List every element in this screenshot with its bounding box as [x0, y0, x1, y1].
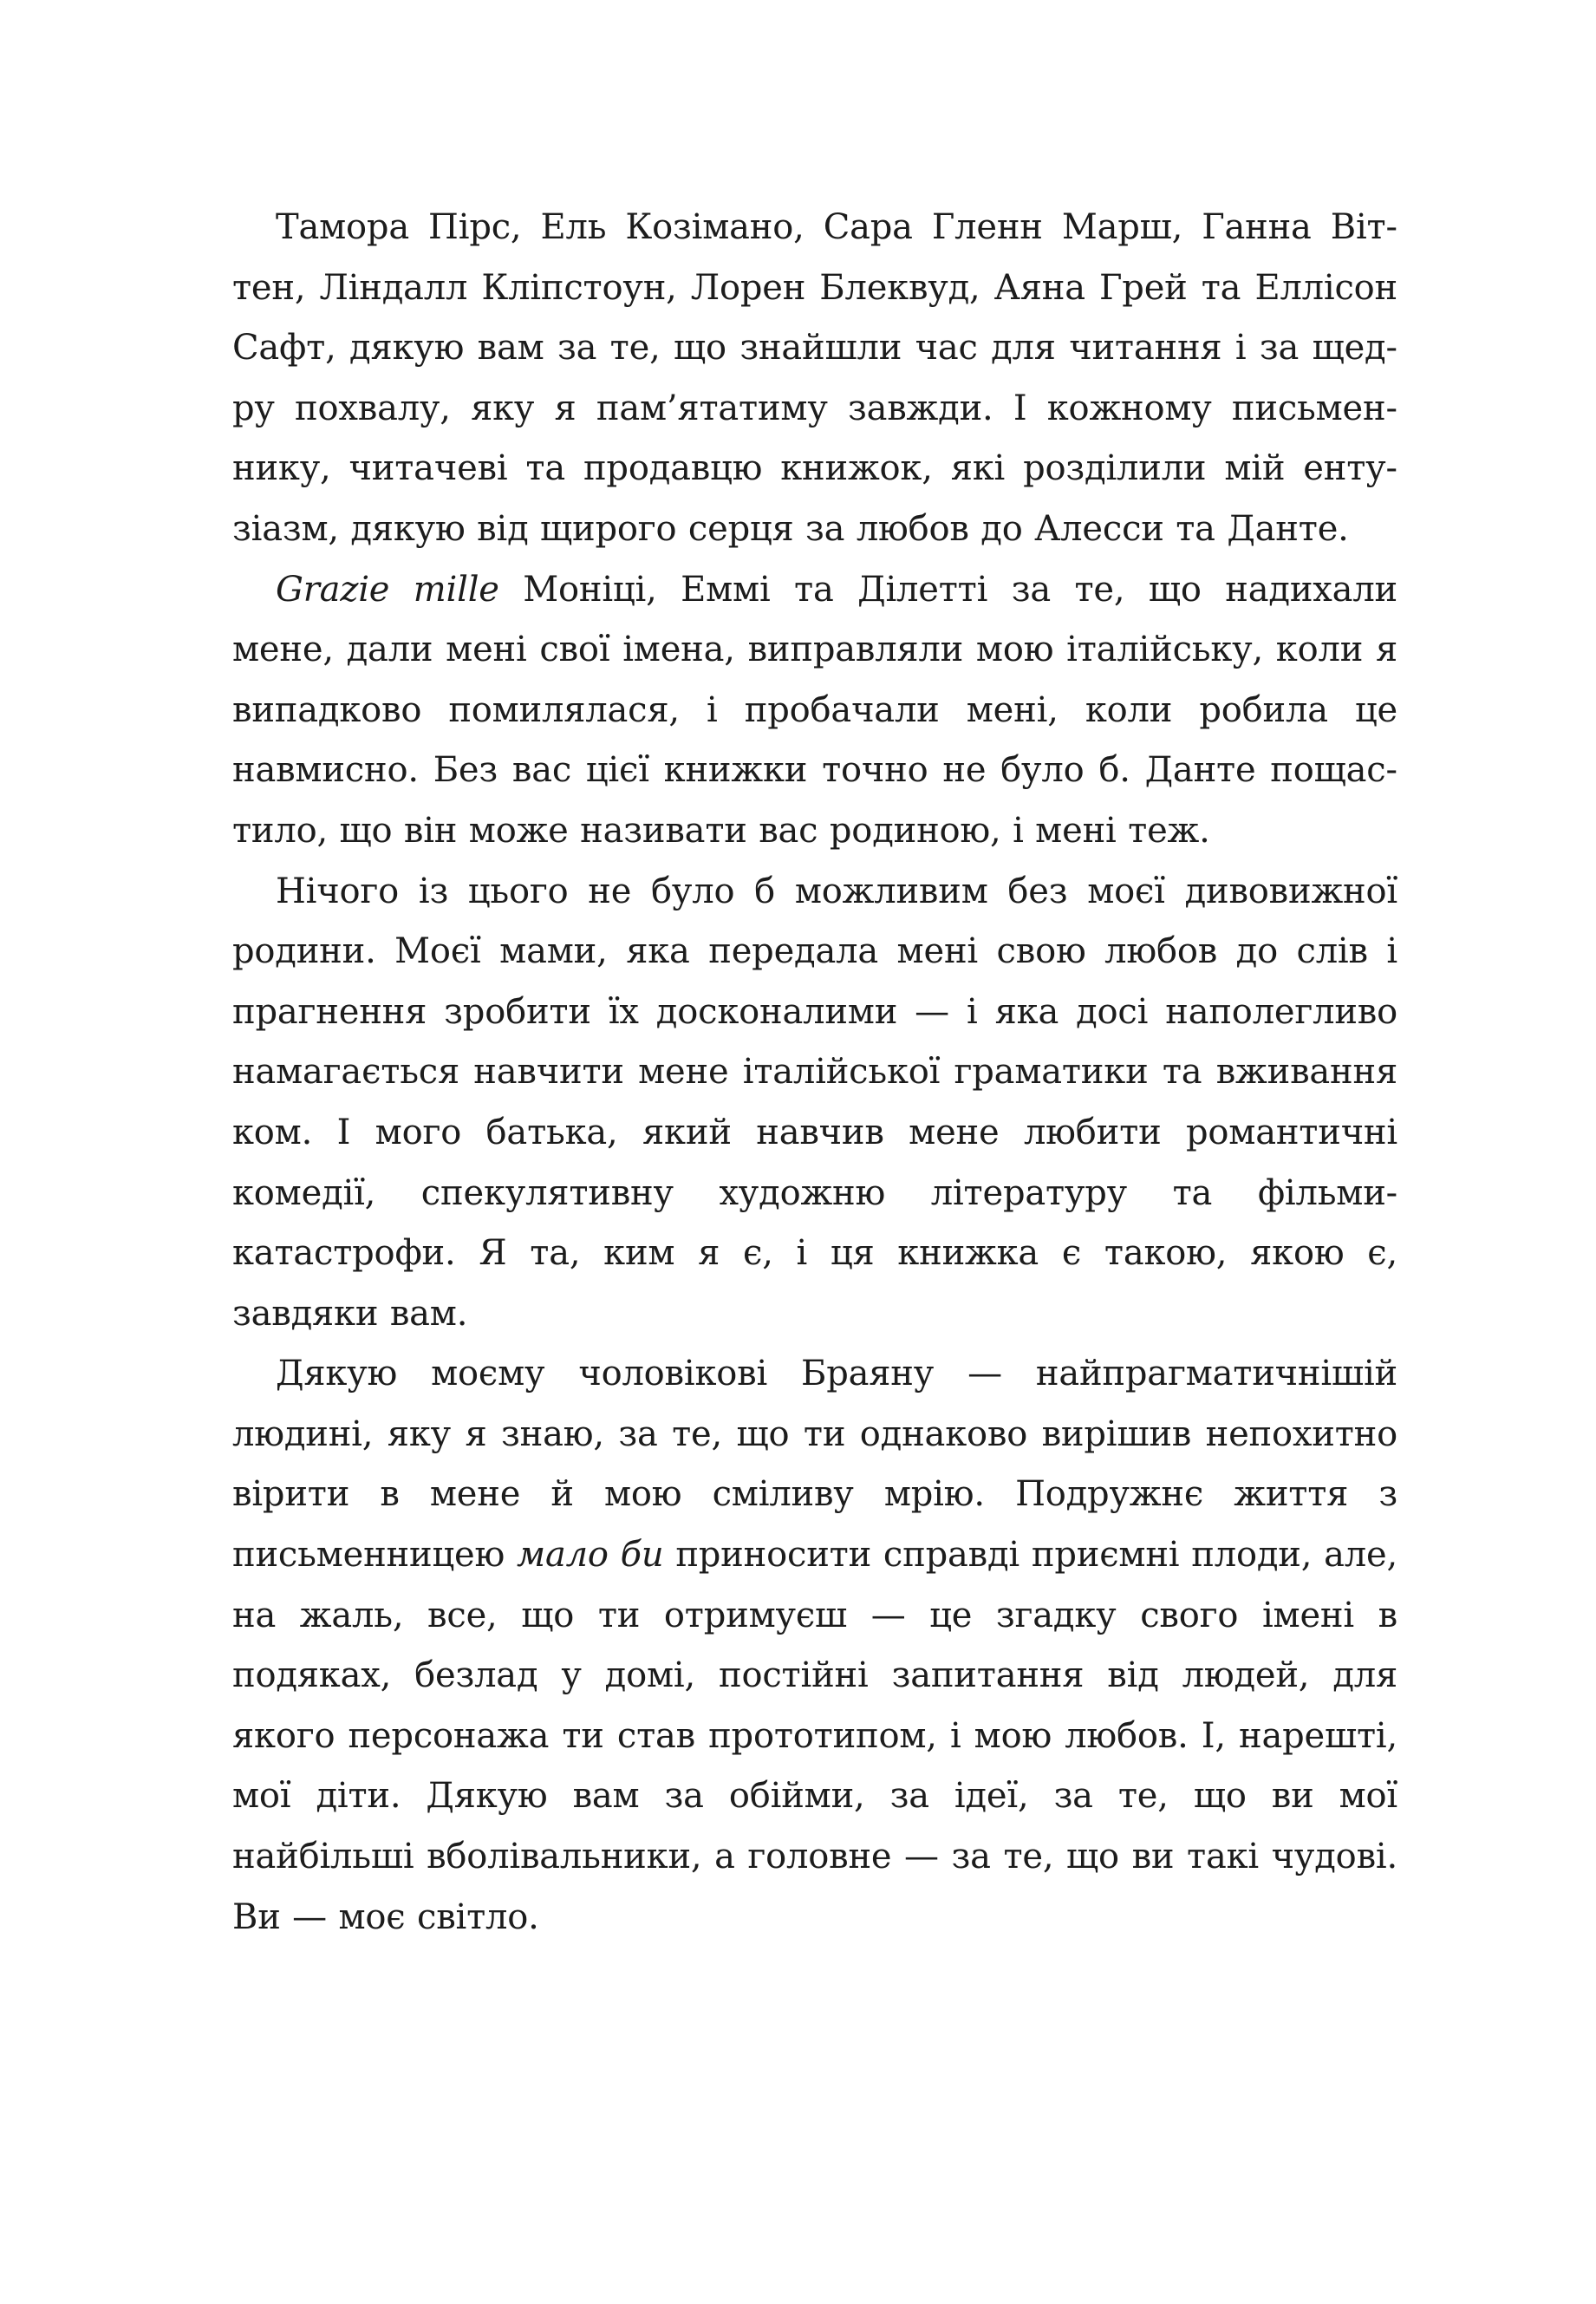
paragraph-2 [232, 560, 1397, 862]
paragraph-4-text-end: приносити справді приємні плоди, але, на жаль, все, що ти отримуєш — це згадку свого імені в подяках, безлад у домі, постійні запитання від людей, для якого персонажа ти став прототипом, і мою любов. І, нарешті, мої діти. Дякую вам за обійми, за ідеї, за те, що ви мої найбільші вболівальники, а головне — за те, що ви такі чудові. Ви — моє світло. [232, 1535, 1397, 1937]
paragraph-1-text: Тамора Пірс, Ель Козімано, Сара Гленн Марш, Ганна Віттен, Ліндалл Кліпстоун, Лорен Блеквуд, Аяна Грей та Еллісон Сафт, дякую вам за те, що знайшли час для читання і за щедру похвалу, яку я пам’ятатиму завжди. І кожному письменнику, читачеві та продавцю книжок, які розділили мій ентузіазм, дякую від щирого серця за любов до Алесси та Данте. [232, 207, 1397, 549]
paragraph-2-text: Моніці, Еммі та Ділетті за те, що надихали мене, дали мені свої імена, виправляли мою італійську, коли я випадково помилялася, і пробачали мені, коли робила це навмисно. Без вас цієї книжки точно не було б. Данте пощастило, що він може називати вас родиною, і мені теж. [232, 569, 1397, 851]
paragraph-4-text-start: Дякую моєму чоловікові Браяну — найпрагматичнішій людині, яку я знаю, за те, що ти однаково вирішив непохитно вірити в мене й мою сміливу мрію. Подружнє життя з письменницею [232, 1354, 1397, 1576]
paragraph-3-text: Нічого із цього не було б можливим без моєї дивовижної родини. Моєї мами, яка передала мені свою любов до слів і прагнення зробити їх досконалими — і яка досі наполегливо намагається навчити мене італійської граматики та вживання ком. І мого батька, який навчив мене любити романтичні комедії, спекулятивну художню літературу та фільми-катастрофи. Я та, ким я є, і ця книжка є такою, якою є, завдяки вам. [232, 871, 1397, 1334]
paragraph-3 [232, 862, 1397, 1345]
paragraph-1 [232, 198, 1397, 560]
acknowledgements-text [232, 198, 1397, 1948]
paragraph-4-italic-phrase: мало би [516, 1535, 664, 1576]
paragraph-4 [232, 1344, 1397, 1948]
paragraph-2-italic-phrase: Grazie mille [276, 569, 499, 610]
